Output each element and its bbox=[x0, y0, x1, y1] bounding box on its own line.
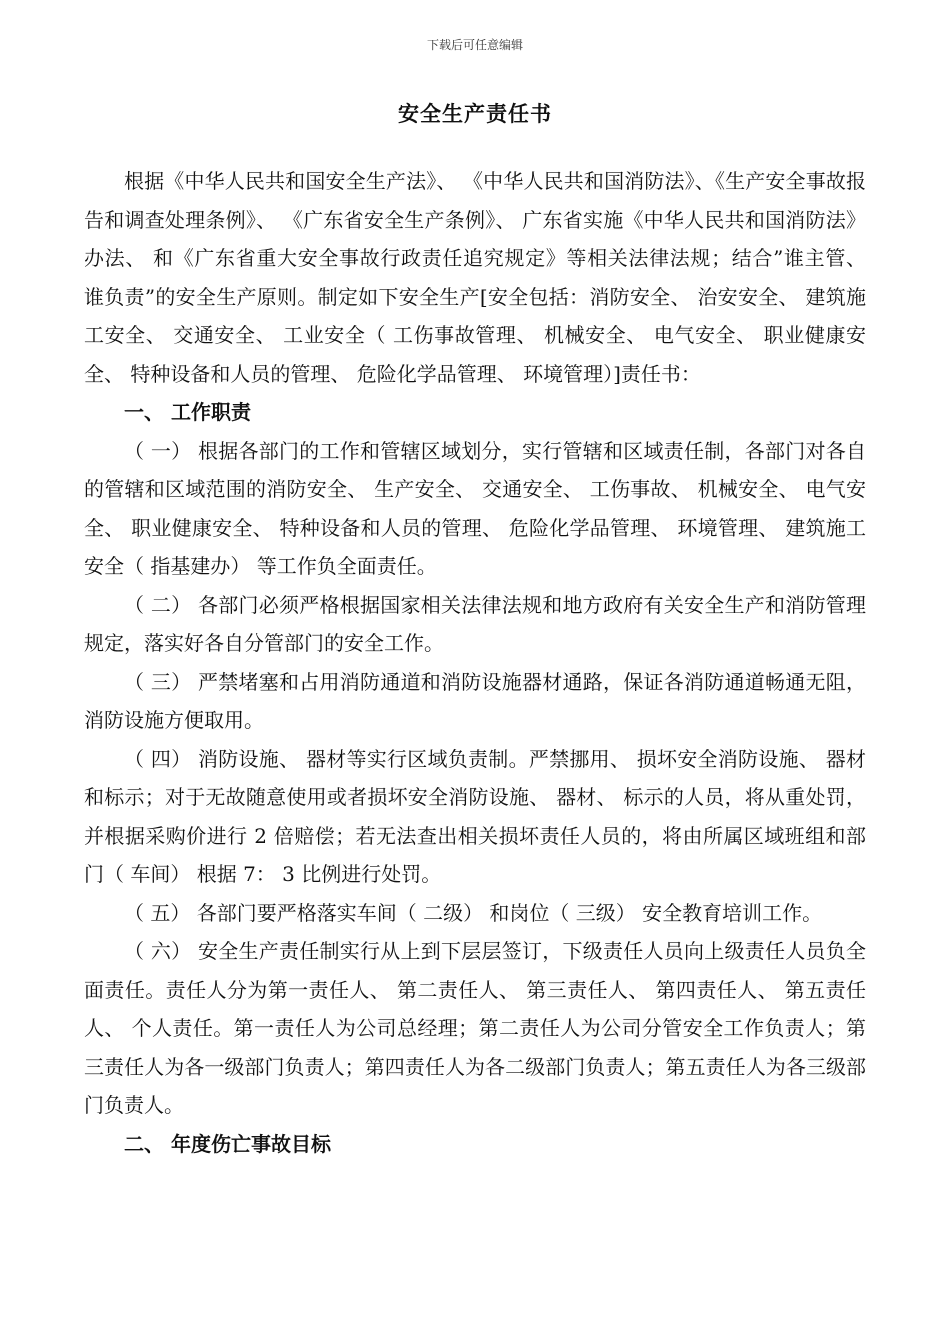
section-heading-annual-target: 二、 年度伤亡事故目标 bbox=[124, 1131, 331, 1156]
duty-item-3: （ 三） 严禁堵塞和占用消防通道和消防设施器材通路，保证各消防通道畅通无阻，消防设施方便取用。 bbox=[84, 669, 866, 732]
duty-item-1: （ 一） 根据各部门的工作和管辖区域划分，实行管辖和区域责任制，各部门对各自的管辖和区域范围的消防安全、 生产安全、 交通安全、 工伤事故、 机械安全、 电气安全、 职业健康安全、 特种设备和人员的管理、 危险化学品管理、 环境管理、 建筑施工安全（ 指基建办） 等工作负全面责任。 bbox=[84, 438, 866, 578]
section-heading-duties: 一、 工作职责 bbox=[124, 400, 251, 424]
document-title: 安全生产责任书 bbox=[398, 101, 552, 126]
duty-item-2: （ 二） 各部门必须严格根据国家相关法律法规和地方政府有关安全生产和消防管理规定，落实好各自分管部门的安全工作。 bbox=[84, 592, 866, 655]
document-body bbox=[84, 162, 866, 1163]
intro-paragraph: 根据《中华人民共和国安全生产法》、 《中华人民共和国消防法》、《生产安全事故报告和调查处理条例》、 《广东省安全生产条例》、 广东省实施《中华人民共和国消防法》办法、 和《广东省重大安全事故行政责任追究规定》等相关法律法规；结合”谁主管、 谁负责”的安全生产原则。制定如下安全生产[安全包括：消防安全、 治安安全、 建筑施工安全、 交通安全、 工业安全（ 工伤事故管理、 机械安全、 电气安全、 职业健康安全、 特种设备和人员的管理、 危险化学品管理、 环境管理）]责任书： bbox=[84, 169, 866, 386]
duty-item-6: （ 六） 安全生产责任制实行从上到下层层签订，下级责任人员向上级责任人员负全面责任。责任人分为第一责任人、 第二责任人、 第三责任人、 第四责任人、 第五责任人、 个人责任。第一责任人为公司总经理；第二责任人为公司分管安全工作负责人；第三责任人为各一级部门负责人；第四责任人为各二级部门负责人；第五责任人为各三级部门负责人。 bbox=[84, 939, 866, 1117]
duty-item-4: （ 四） 消防设施、 器材等实行区域负责制。严禁挪用、 损坏安全消防设施、 器材和标示；对于无故随意使用或者损坏安全消防设施、 器材、 标示的人员，将从重处罚，并根据采购价进行 2 倍赔偿；若无法查出相关损坏责任人员的，将由所属区域班组和部门（ 车间） 根据 7： 3 比例进行处罚。 bbox=[84, 746, 866, 886]
header-note: 下载后可任意编辑 bbox=[426, 38, 523, 52]
duty-item-5: （ 五） 各部门要严格落实车间（ 二级） 和岗位（ 三级） 安全教育培训工作。 bbox=[124, 900, 823, 925]
